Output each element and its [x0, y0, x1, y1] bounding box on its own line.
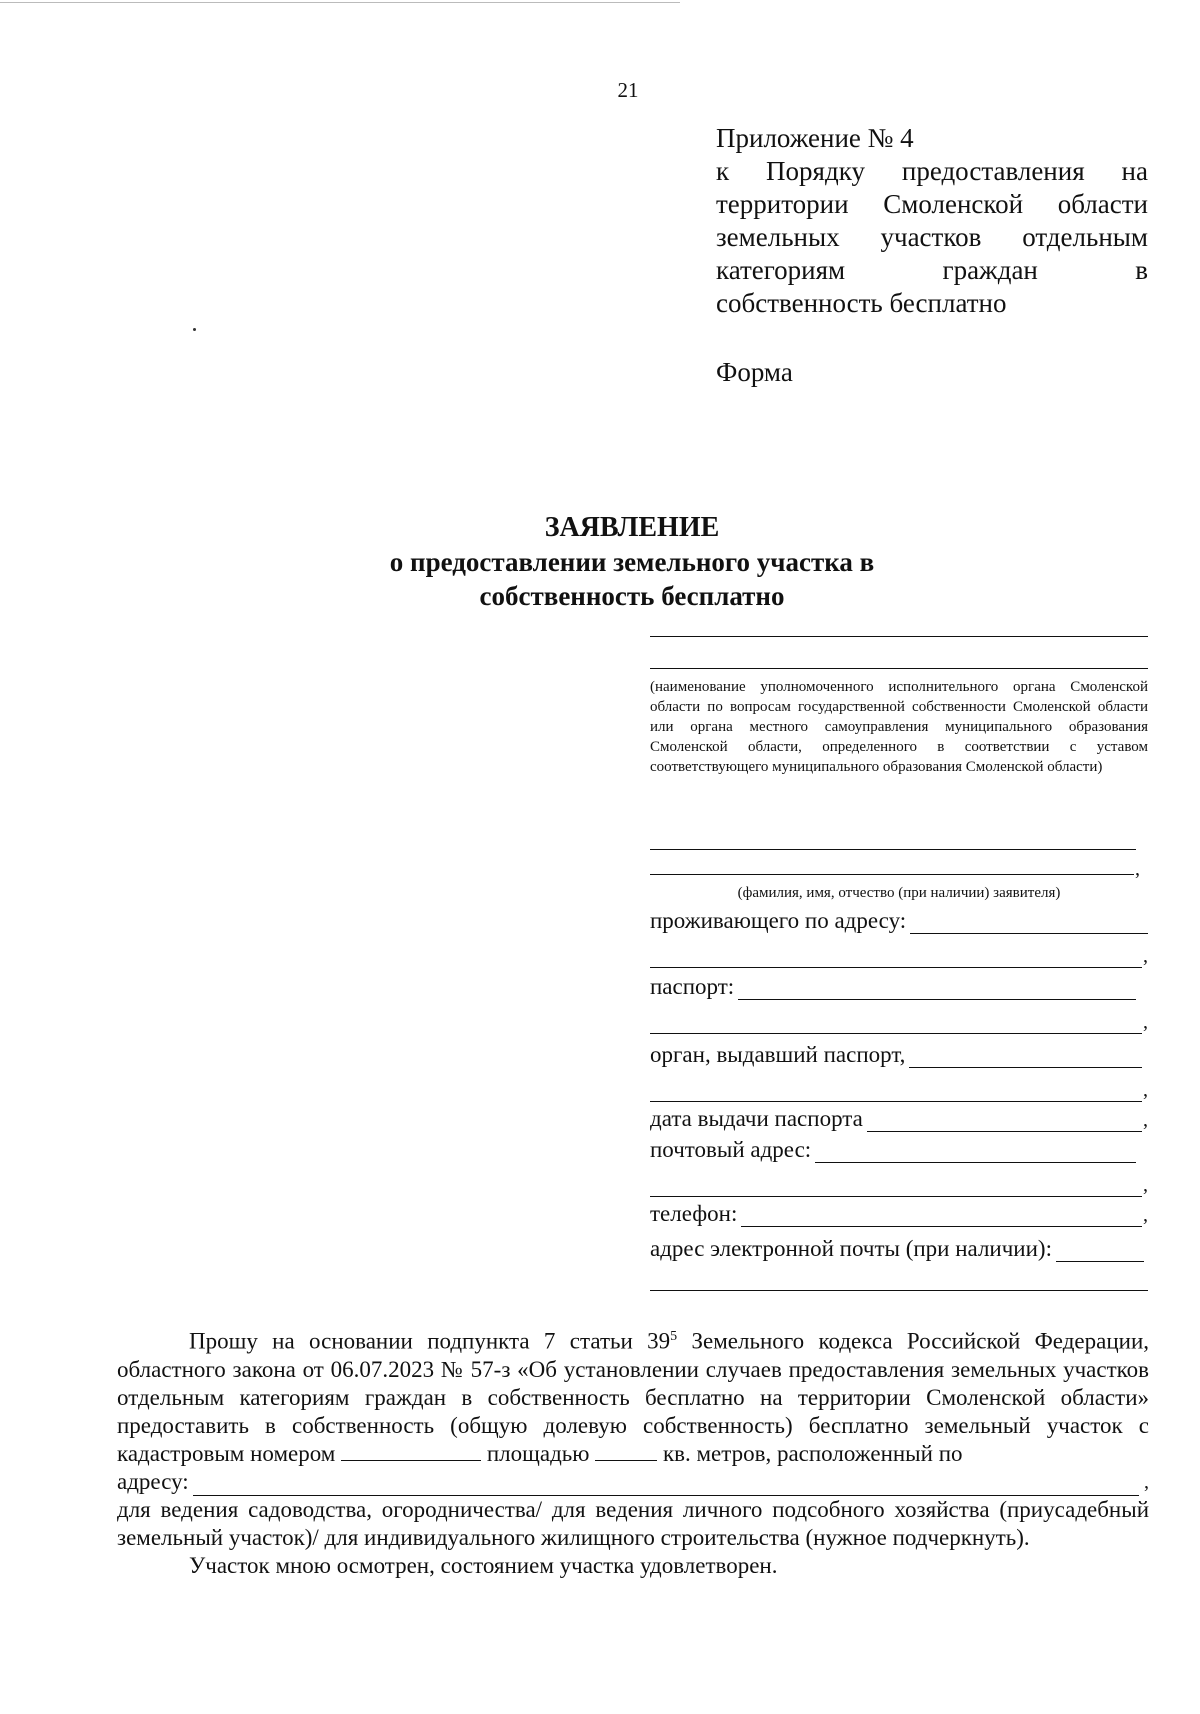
cadastral-number-input[interactable] — [341, 1442, 481, 1461]
issuer-input-2[interactable] — [650, 1081, 1142, 1102]
passport-field — [650, 974, 1136, 1000]
inspection-statement: Участок мною осмотрен, состоянием участка удовлетворен. — [189, 1552, 778, 1578]
title-main: ЗАЯВЛЕНИЕ — [544, 512, 720, 543]
passport-input-2[interactable] — [650, 1013, 1142, 1034]
email-input[interactable] — [1056, 1241, 1144, 1262]
passport-input[interactable] — [738, 979, 1136, 1000]
appendix-line: земельных участков отдельным — [716, 222, 1148, 252]
address-label: проживающего по адресу: — [650, 908, 907, 933]
email-line-2[interactable] — [650, 1290, 1148, 1291]
appendix-line: территории Смоленской области — [716, 189, 1148, 219]
title-sub-1: о предоставлении земельного участка в — [389, 547, 875, 577]
area-input[interactable] — [595, 1442, 657, 1461]
address-input-2[interactable] — [650, 947, 1142, 968]
appendix-line: к Порядку предоставления на — [716, 156, 1148, 186]
issuer-line-2: , — [650, 1079, 1148, 1102]
request-body — [117, 1323, 1149, 1580]
title-sub-2: собственность бесплатно — [479, 581, 785, 611]
scan-speck — [193, 328, 196, 331]
page-number: 21 — [617, 78, 639, 102]
organ-caption: (наименование уполномоченного исполнительного органа Смоленской области по вопросам государственной собственности Смоленской области или органа местного самоуправления муниципального образования Смоленской области, определенного в соответствии с уставом соответствующего муниципального образования Смоленской области) — [650, 679, 1148, 775]
fio-line-2[interactable] — [650, 874, 1134, 875]
address-input[interactable] — [910, 913, 1148, 934]
fio-line-1[interactable] — [650, 849, 1136, 850]
appendix-line: категориям граждан в — [716, 255, 1148, 285]
fio-caption: (фамилия, имя, отчество (при наличии) заявителя) — [737, 885, 1061, 901]
address-line-2: , — [650, 945, 1148, 968]
appendix-line-last: собственность бесплатно — [716, 288, 1007, 318]
postal-label: почтовый адрес: — [650, 1137, 812, 1162]
purpose-paragraph: для ведения садоводства, огородничества/ для ведения личного подсобного хозяйства (приусадебный земельный участок)/ для индивидуального жилищного строительства (нужное подчеркнуть). — [117, 1496, 1149, 1550]
issue-date-input[interactable] — [867, 1111, 1142, 1132]
request-paragraph: Прошу на основании подпункта 7 статьи $39^5$ Земельного кодекса Российской Федерации, областного закона от 06.07.2023 № 57-з «Об установлении случаев предоставления земельных участков отдельным категориям граждан в собственность бесплатно на территории Смоленской области» предоставить в собственность (общую долевую собственность) бесплатно земельный участок с кадастровым номером площадью кв. метров, расположенный по — [117, 1328, 1149, 1466]
issue-date-label: дата выдачи паспорта — [650, 1106, 863, 1131]
address-field — [650, 908, 1148, 934]
land-address-input[interactable] — [193, 1477, 1139, 1496]
form-label: Форма — [716, 357, 793, 387]
postal-field — [650, 1137, 1136, 1163]
issuer-label: орган, выдавший паспорт, — [650, 1042, 906, 1067]
phone-field: телефон: , — [650, 1201, 1148, 1226]
organ-name-line-2[interactable] — [650, 668, 1148, 669]
passport-label: паспорт: — [650, 974, 735, 999]
organ-name-line-1[interactable] — [650, 636, 1148, 637]
land-address-label: адресу: — [117, 1468, 189, 1494]
scan-edge-line — [0, 2, 680, 3]
postal-input[interactable] — [815, 1142, 1136, 1163]
passport-line-2: , — [650, 1011, 1148, 1034]
postal-input-2[interactable] — [650, 1176, 1142, 1197]
issue-date-field: дата выдачи паспорта , — [650, 1106, 1148, 1131]
document-title — [0, 511, 1200, 613]
email-field — [650, 1236, 1144, 1262]
phone-label: телефон: — [650, 1201, 738, 1226]
postal-line-2: , — [650, 1174, 1148, 1197]
appendix-heading: Приложение № 4 — [716, 123, 914, 153]
email-label: адрес электронной почты (при наличии): — [650, 1236, 1052, 1261]
issuer-input[interactable] — [909, 1047, 1142, 1068]
land-address-row: адресу: , — [117, 1468, 1149, 1494]
appendix-reference — [716, 122, 1148, 320]
fio-line-2-row: , — [650, 858, 1140, 881]
issuer-field — [650, 1042, 1142, 1068]
phone-input[interactable] — [741, 1206, 1142, 1227]
